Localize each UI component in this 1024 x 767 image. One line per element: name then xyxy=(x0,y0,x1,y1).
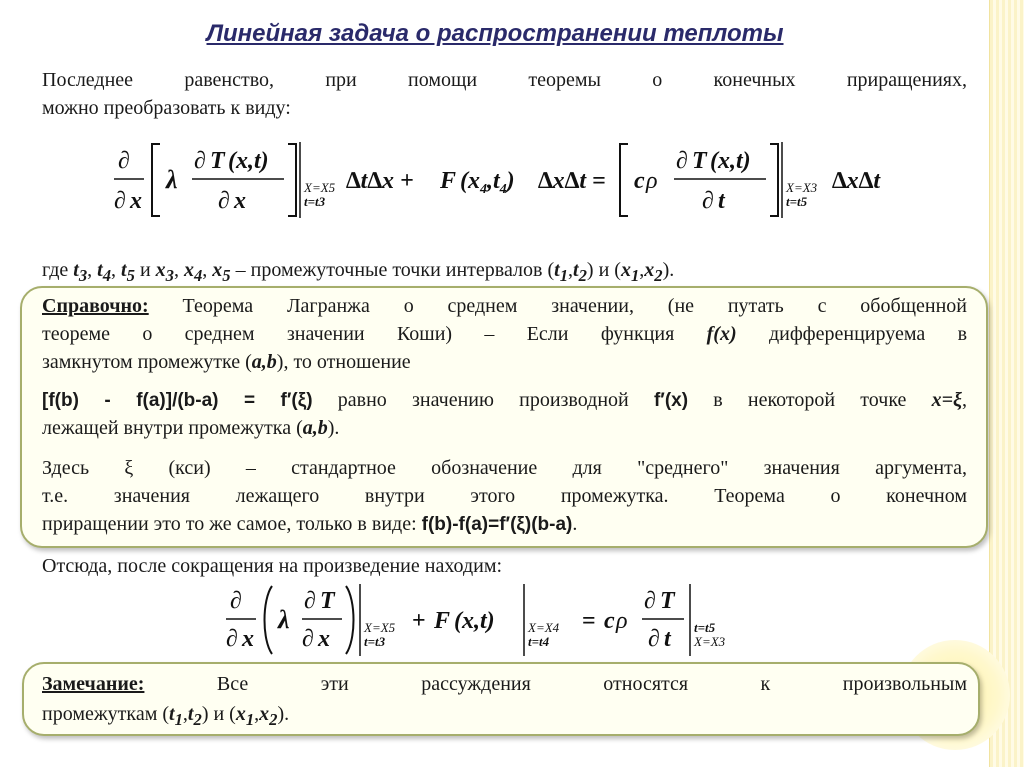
f2-partial-T: ∂ xyxy=(304,588,316,614)
sub-t4: 4 xyxy=(499,182,507,197)
derivative-term: f′(x) xyxy=(653,390,689,411)
var-rho: ρ xyxy=(646,168,658,194)
f2-partial-bottom: ∂ xyxy=(226,626,238,652)
eval-sub-2-bottom: t=t5 xyxy=(786,194,808,209)
after-line: Отсюда, после сокращения на произведение находим: xyxy=(42,555,503,577)
eval-sub-1-top: X=X5 xyxy=(304,180,336,195)
ref-line-8: приращении это то же самое, только в виде: f(b)-f(a)=f′(ξ)(b-a). xyxy=(42,513,578,535)
intro-line-1: Последнее равенство, при помощи теоремы о конечных приращениях, xyxy=(42,69,967,91)
f2-var-t: t xyxy=(664,626,671,652)
f2-partial-x: ∂ xyxy=(302,626,314,652)
ref-line-1: Справочно: Теорема Лагранжа о среднем значении, (не путать с обобщенной xyxy=(42,295,968,317)
f2-sub-1-bottom: t=t3 xyxy=(364,634,386,649)
var-t: t xyxy=(718,188,725,214)
note-line-1: Замечание: Все эти рассуждения относятся к произвольным xyxy=(42,673,968,695)
f2-var-rho: ρ xyxy=(616,608,628,634)
term-dtdx: ∆t∆x + xyxy=(346,168,414,194)
var-T: T xyxy=(210,148,225,174)
f2-var-x-2: x xyxy=(318,626,330,652)
formula-2 xyxy=(222,580,782,663)
f2-partial-top: ∂ xyxy=(230,588,242,614)
eval-sub-2-top: X=X3 xyxy=(786,180,818,195)
decorative-stripe xyxy=(990,0,1024,767)
x-xi: x=ξ xyxy=(931,389,963,411)
fx-term: f(x) xyxy=(706,323,737,345)
where-line: где $t_3$, $t_4$, $t_5$ и $x_3$, $x_4$, $x_5$ – промежуточные точки интервалов $(t_1,t_2)$ и $(x_1,x_2)$. xyxy=(42,259,675,285)
svg-text:(x4,t4): $(x_4,t_4)$ xyxy=(460,168,515,197)
partial-top: ∂ xyxy=(118,148,130,174)
f2-lambda: λ xyxy=(278,605,290,634)
var-c: c xyxy=(634,168,645,194)
var-x4: x xyxy=(468,168,480,194)
interval-ab: a,b xyxy=(251,351,277,373)
eval-sub-1-bottom: t=t3 xyxy=(304,194,326,209)
f2-partial-T-2: ∂ xyxy=(644,588,656,614)
ref-line-3: замкнутом промежутке (a,b), то отношение xyxy=(42,351,411,373)
ref-label: Справочно: xyxy=(42,295,149,317)
partial-bottom: ∂ xyxy=(114,188,126,214)
formula-1 xyxy=(110,138,910,227)
f2-var-T-2: T xyxy=(660,588,675,614)
f2-plus: + xyxy=(412,608,426,634)
var-x-2: x xyxy=(234,188,246,214)
f2-sub-3-bottom: X=X3 xyxy=(694,634,726,649)
f2-sub-1-top: X=X5 xyxy=(364,620,396,635)
args-xt: (x,t) xyxy=(228,148,269,174)
intro-line-2: можно преобразовать к виду: xyxy=(42,97,291,119)
ref-line-6: Здесь ξ (кси) – стандартное обозначение для "среднего" значения аргумента, xyxy=(42,457,967,479)
var-T-2: T xyxy=(692,148,707,174)
f2-args-xt: (x,t) xyxy=(454,608,495,634)
f2-var-x: x xyxy=(242,626,254,652)
note-label: Замечание: xyxy=(42,673,145,695)
lambda: λ xyxy=(166,165,178,194)
partial-x: ∂ xyxy=(218,188,230,214)
lagrange-formula: [f(b) - f(a)]/(b-a) = f′(ξ) xyxy=(42,390,313,411)
ref-line-5: лежащей внутри промежутка (a,b). xyxy=(42,417,340,439)
f2-eq: = xyxy=(582,608,596,634)
ref-line-4: [f(b) - f(a)]/(b-a) = f′(ξ) равно значению производной f′(x) в некоторой точке x=ξ, xyxy=(42,389,968,411)
note-line-2: промежуткам $(t_1,t_2)$ и $(x_1,x_2)$. xyxy=(42,703,290,729)
f2-var-T: T xyxy=(320,588,335,614)
term-end: ∆x∆t xyxy=(832,168,881,194)
sub-x4: 4 xyxy=(480,182,487,197)
var-F: F xyxy=(440,168,457,194)
finite-increment-formula: f(b)-f(a)=f′(ξ)(b-a) xyxy=(421,514,573,535)
term-dxdt: ∆x∆t = xyxy=(538,168,606,194)
f2-var-c: c xyxy=(604,608,615,634)
var-x: x xyxy=(130,188,142,214)
partial-t: ∂ xyxy=(702,188,714,214)
f2-sub-3-top: t=t5 xyxy=(694,620,716,635)
f2-sub-2-top: X=X4 xyxy=(528,620,560,635)
f2-sub-2-bottom: t=t4 xyxy=(528,634,550,649)
partial-T: ∂ xyxy=(194,148,206,174)
f2-partial-t: ∂ xyxy=(648,626,660,652)
f2-var-F: F xyxy=(434,608,451,634)
slide-title: Линейная задача о распространении теплоты xyxy=(206,20,784,47)
ref-line-2: теореме о среднем значении Коши) – Если функция f(x) дифференцируема в xyxy=(42,323,968,345)
partial-T-2: ∂ xyxy=(676,148,688,174)
args-xt-2: (x,t) xyxy=(710,148,751,174)
var-t4: t xyxy=(493,168,500,194)
ref-line-7: т.е. значения лежащего внутри этого промежутка. Теорема о конечном xyxy=(42,485,967,507)
